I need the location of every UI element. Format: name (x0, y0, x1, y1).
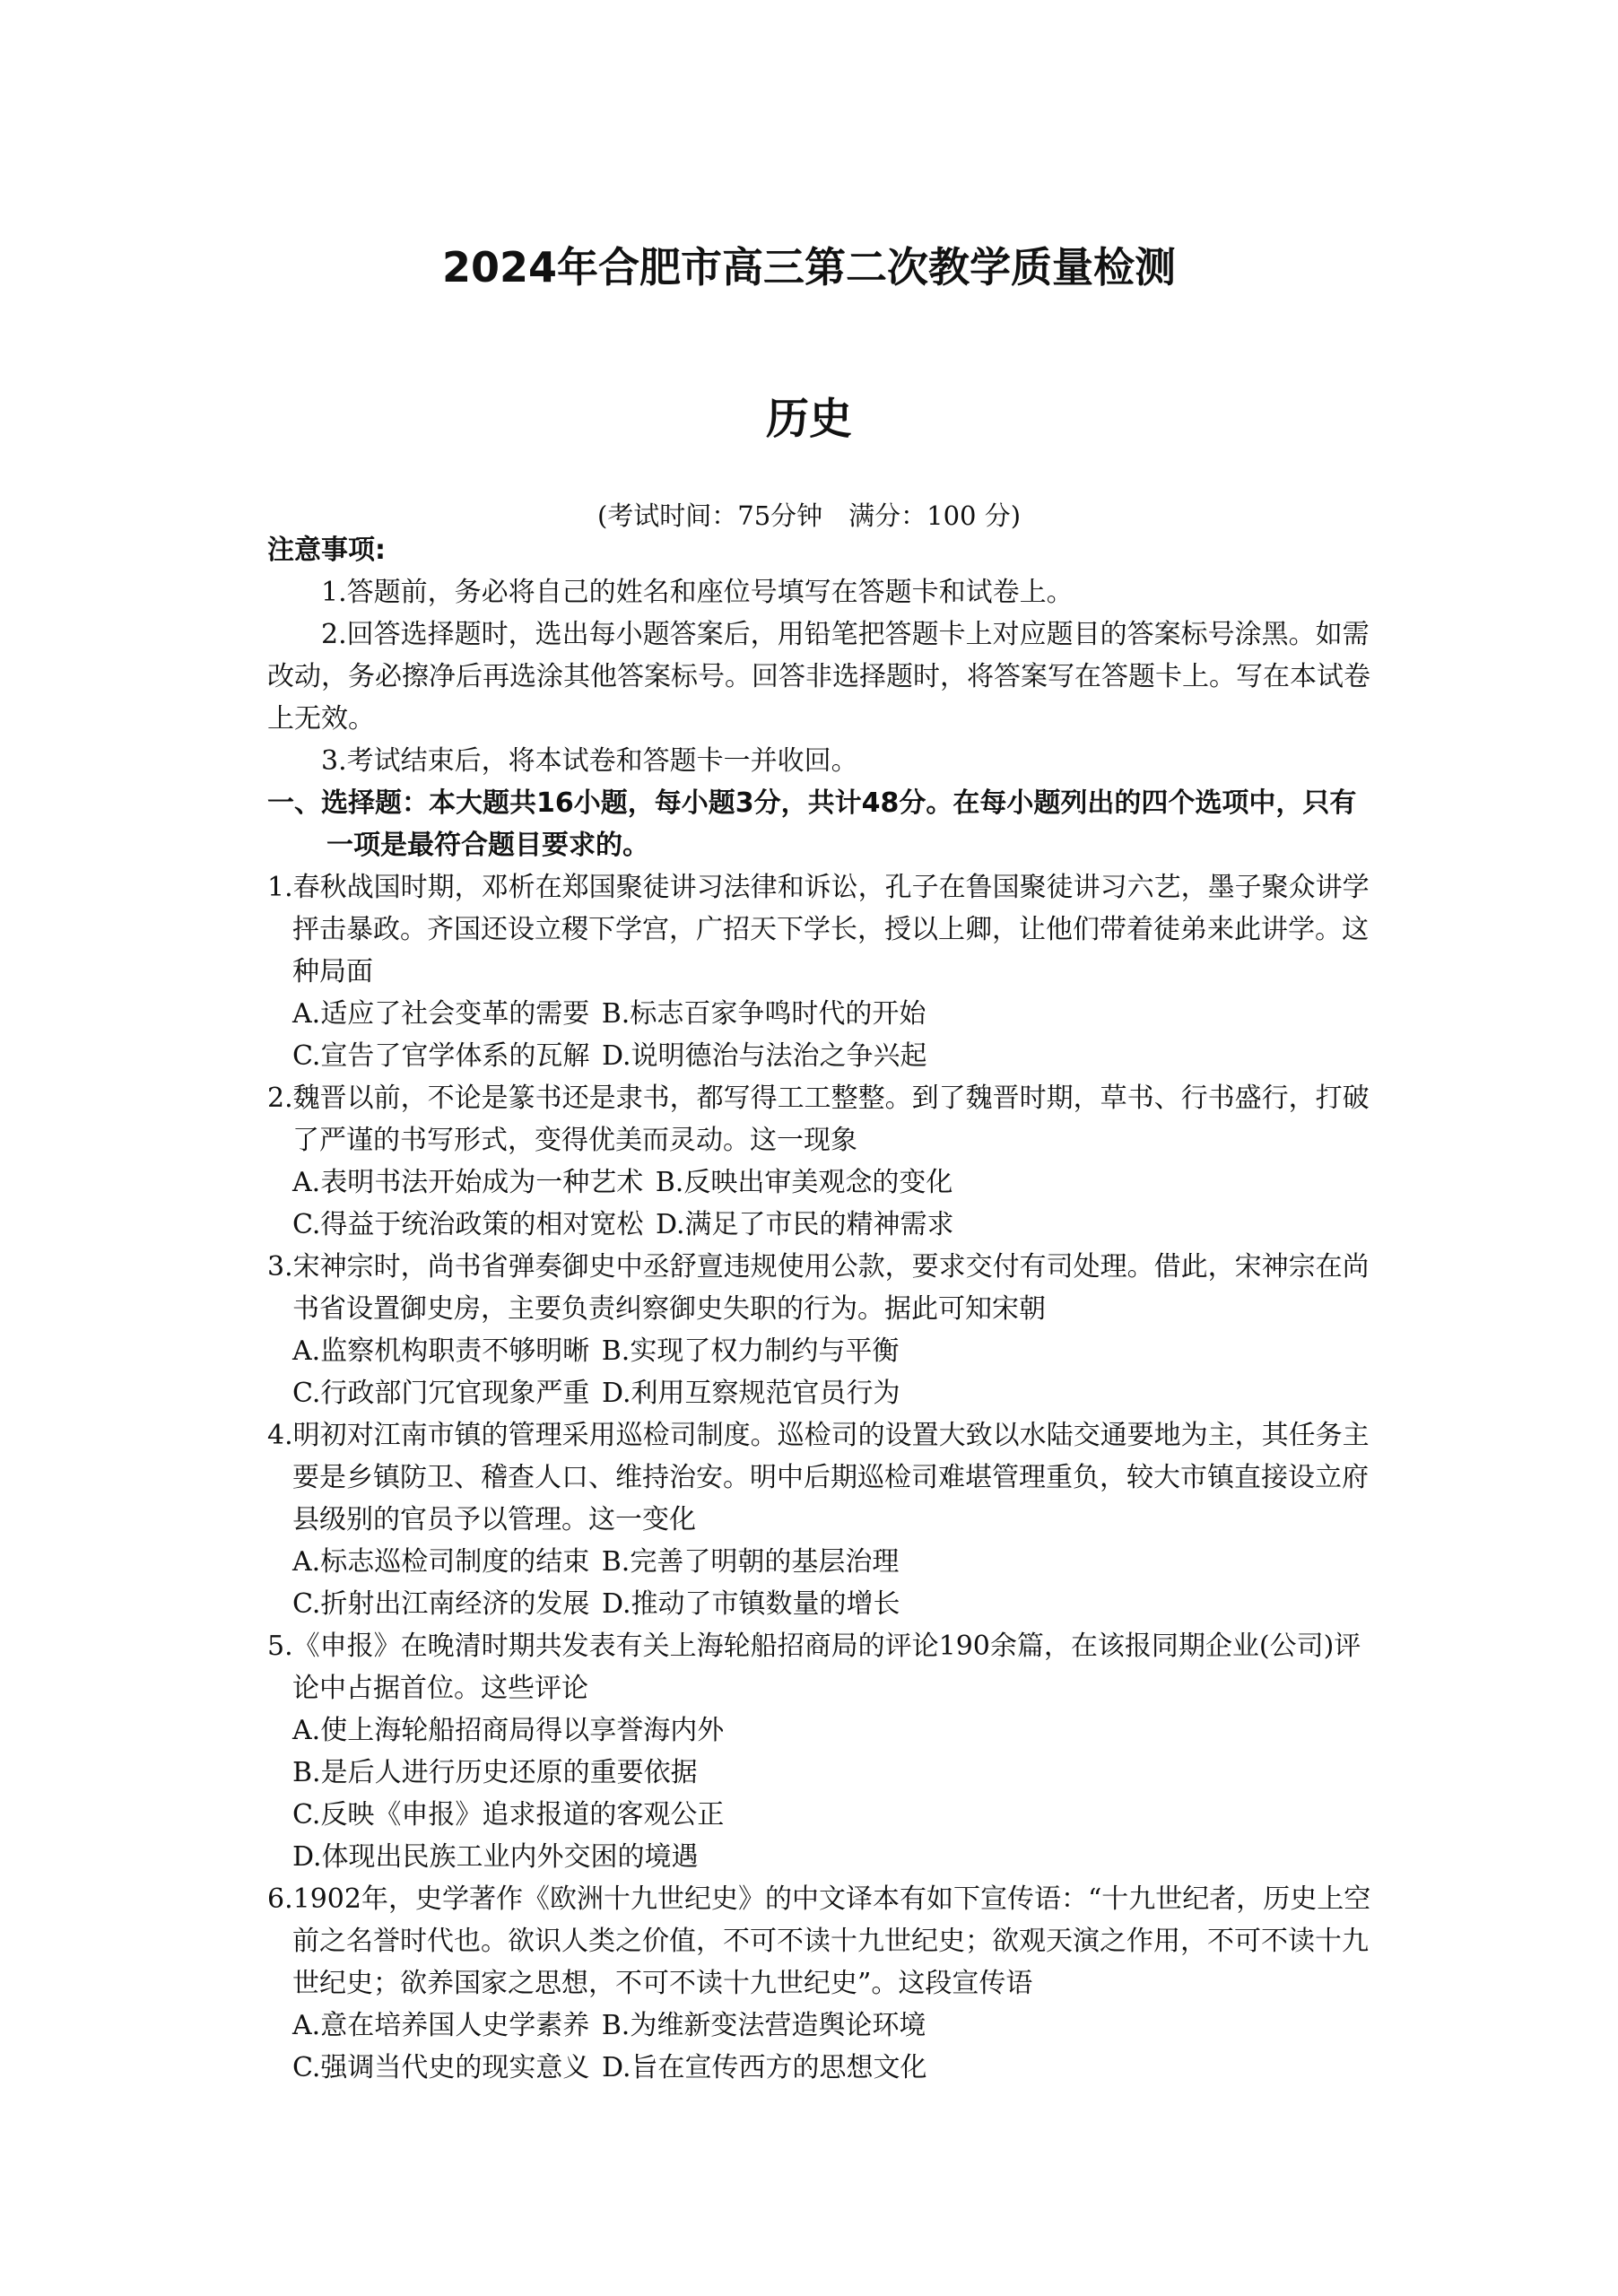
option-row (267, 993, 1379, 1035)
option-a: A.表明书法开始成为一种艺术 (292, 1167, 644, 1198)
question-3 (267, 1246, 1379, 1414)
option-b: B.反映出审美观念的变化 (655, 1167, 953, 1198)
option-row (267, 1204, 1379, 1246)
option-c: C.得益于统治政策的相对宽松 (292, 1209, 644, 1240)
section-heading: 一、选择题：本大题共16小题，每小题3分，共计48分。在每小题列出的四个选项中，只有一项是最符合题目要求的。 (267, 787, 1357, 861)
exam-content (267, 529, 1379, 2089)
question-1 (267, 866, 1379, 1077)
question-stem: 2.魏晋以前，不论是篆书还是隶书，都写得工工整整。到了魏晋时期，草书、行书盛行，打破了严谨的书写形式，变得优美而灵动。这一现象 (267, 1083, 1370, 1156)
exam-title: 2024年合肥市高三第二次教学质量检测 (441, 243, 1177, 291)
option-c: C.行政部门冗官现象严重 (292, 1378, 590, 1409)
option-c: C.反映《申报》追求报道的客观公正 (292, 1799, 725, 1831)
subject-title: 历史 (765, 394, 852, 444)
option-row (267, 1541, 1379, 1583)
option-a: A.适应了社会变革的需要 (292, 998, 590, 1030)
question-6 (267, 1878, 1379, 2089)
option-a: A.监察机构职责不够明晰 (292, 1335, 590, 1367)
option-d: D.满足了市民的精神需求 (655, 1209, 954, 1240)
option-row (267, 1330, 1379, 1372)
option-a: A.意在培养国人史学素养 (292, 2010, 590, 2041)
question-4 (267, 1414, 1379, 1625)
option-d: D.旨在宣传西方的思想文化 (601, 2052, 927, 2083)
option-d: D.体现出民族工业内外交困的境遇 (292, 1841, 699, 1873)
option-a: A.标志巡检司制度的结束 (292, 1546, 590, 1578)
question-stem: 5.《申报》在晚清时期共发表有关上海轮船招商局的评论190余篇，在该报同期企业(公司)评论中占据首位。这些评论 (267, 1631, 1361, 1704)
question-stem: 4.明初对江南市镇的管理采用巡检司制度。巡检司的设置大致以水陆交通要地为主，其任务主要是乡镇防卫、稽查人口、维持治安。明中后期巡检司难堪管理重负，较大市镇直接设立府县级别的官员予以管理。这一变化 (267, 1420, 1370, 1535)
option-b: B.完善了明朝的基层治理 (601, 1546, 900, 1578)
notice-item-1: 1.答题前，务必将自己的姓名和座位号填写在答题卡和试卷上。 (321, 577, 1074, 608)
option-d: D.利用互察规范官员行为 (601, 1378, 900, 1409)
option-d: D.说明德治与法治之争兴起 (601, 1040, 927, 1072)
option-c: C.宣告了官学体系的瓦解 (292, 1040, 590, 1072)
notice-item-3: 3.考试结束后，将本试卷和答题卡一并收回。 (321, 745, 858, 777)
option-row (267, 2005, 1379, 2047)
option-b: B.是后人进行历史还原的重要依据 (292, 1757, 698, 1788)
notice-item-2: 2.回答选择题时，选出每小题答案后，用铅笔把答题卡上对应题目的答案标号涂黑。如需改动，务必擦净后再选涂其他答案标号。回答非选择题时，将答案写在答题卡上。写在本试卷上无效。 (267, 619, 1370, 735)
option-b: B.为维新变法营造舆论环境 (601, 2010, 926, 2041)
exam-info: (考试时间：75分钟 满分：100 分) (596, 500, 1022, 531)
option-row (267, 2047, 1379, 2089)
question-stem: 3.宋神宗时，尚书省弹奏御史中丞舒亶违规使用公款，要求交付有司处理。借此，宋神宗在尚书省设置御史房，主要负责纠察御史失职的行为。据此可知宋朝 (267, 1251, 1370, 1325)
option-a: A.使上海轮船招商局得以享誉海内外 (292, 1715, 725, 1746)
question-2 (267, 1077, 1379, 1246)
option-b: B.标志百家争鸣时代的开始 (601, 998, 926, 1030)
question-5 (267, 1625, 1379, 1878)
option-c: C.强调当代史的现实意义 (292, 2052, 590, 2083)
option-row (267, 1372, 1379, 1414)
option-d: D.推动了市镇数量的增长 (601, 1588, 900, 1620)
option-b: B.实现了权力制约与平衡 (601, 1335, 900, 1367)
option-row (267, 1583, 1379, 1625)
question-stem: 1.春秋战国时期，邓析在郑国聚徒讲习法律和诉讼，孔子在鲁国聚徒讲习六艺，墨子聚众讲学抨击暴政。齐国还设立稷下学宫，广招天下学长，授以上卿，让他们带着徒弟来此讲学。这种局面 (267, 872, 1370, 987)
option-row (267, 1161, 1379, 1204)
notice-heading: 注意事项: (267, 535, 386, 566)
question-stem: 6.1902年，史学著作《欧洲十九世纪史》的中文译本有如下宣传语：“十九世纪者，历史上空前之名誉时代也。欲识人类之价值，不可不读十九世纪史；欲观天演之作用，不可不读十九世纪史；欲养国家之思想，不可不读十九世纪史”。这段宣传语 (267, 1883, 1371, 1999)
option-c: C.折射出江南经济的发展 (292, 1588, 590, 1620)
option-row (267, 1035, 1379, 1077)
